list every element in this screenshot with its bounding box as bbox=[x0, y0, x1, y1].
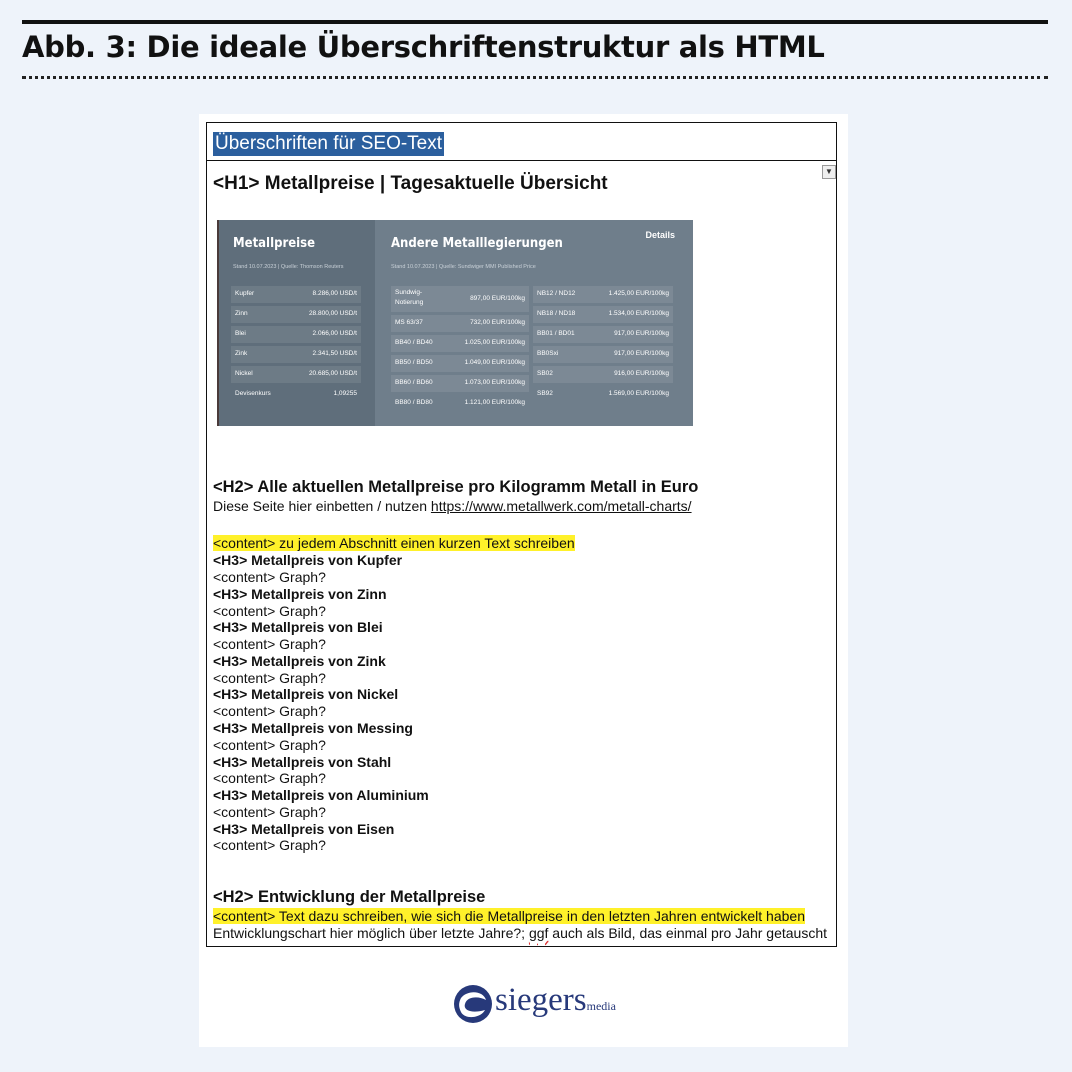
metal-row bbox=[231, 326, 361, 343]
embed-line bbox=[213, 498, 692, 514]
dev-line-part-c: auch als Bild, das einmal pro Jahr getauscht bbox=[548, 925, 828, 941]
panel-left-title: Metallpreise bbox=[233, 236, 316, 251]
alloy-row bbox=[391, 375, 529, 392]
metal-value: 8.286,00 USD/t bbox=[312, 290, 357, 297]
alloy-row bbox=[391, 395, 529, 412]
h3-heading: <H3> Metallpreis von Messing bbox=[213, 720, 413, 736]
top-rule bbox=[22, 20, 1048, 24]
alloy-row bbox=[533, 366, 673, 383]
alloy-name: BB40 / BD40 bbox=[395, 339, 433, 346]
h3-heading: <H3> Metallpreis von Zink bbox=[213, 653, 386, 669]
metal-value: 28.800,00 USD/t bbox=[308, 310, 357, 317]
spellcheck-word: ggf bbox=[528, 925, 549, 941]
alloy-row bbox=[533, 306, 673, 323]
alloy-value: 1.025,00 EUR/100kg bbox=[464, 339, 525, 346]
metal-value: 2.341,50 USD/t bbox=[312, 350, 357, 357]
metal-value: 2.066,00 USD/t bbox=[312, 330, 357, 337]
spreadsheet-cell-frame bbox=[206, 122, 837, 947]
content-placeholder: <content> Graph? bbox=[213, 636, 326, 652]
logo-wordmark bbox=[495, 982, 616, 1019]
metal-row bbox=[231, 306, 361, 323]
alloy-row bbox=[533, 386, 673, 403]
alloy-value: 1.534,00 EUR/100kg bbox=[608, 310, 669, 317]
alloy-name: NB18 / ND18 bbox=[537, 310, 576, 317]
alloy-value: 897,00 EUR/100kg bbox=[470, 295, 525, 302]
dropdown-arrow-icon[interactable]: ▼ bbox=[822, 165, 836, 179]
figure-title: Abb. 3: Die ideale Überschriftenstruktur als HTML bbox=[22, 30, 825, 64]
alloy-row bbox=[533, 286, 673, 303]
panel-right-subtitle: Stand 10.07.2023 | Quelle: Sundwiger MMI Published Price bbox=[391, 264, 536, 270]
alloy-value: 1.049,00 EUR/100kg bbox=[464, 359, 525, 366]
metal-name: Devisenkurs bbox=[235, 390, 271, 397]
content-placeholder: <content> Graph? bbox=[213, 703, 326, 719]
alloy-value: 1.569,00 EUR/100kg bbox=[608, 390, 669, 397]
alloy-row bbox=[391, 335, 529, 352]
h3-heading: <H3> Metallpreis von Kupfer bbox=[213, 552, 403, 568]
dev-line-part-a: Entwicklungschart hier möglich über letzte Jahre?; bbox=[213, 925, 529, 941]
highlighted-note: <content> zu jedem Abschnitt einen kurzen Text schreiben bbox=[213, 535, 575, 551]
metal-row bbox=[231, 286, 361, 303]
metal-row bbox=[231, 386, 361, 403]
alloy-name: BB01 / BD01 bbox=[537, 330, 575, 337]
h2-heading-prices: <H2> Alle aktuellen Metallpreise pro Kilogramm Metall in Euro bbox=[213, 478, 699, 496]
content-placeholder: <content> Graph? bbox=[213, 737, 326, 753]
alloy-value: 1.073,00 EUR/100kg bbox=[464, 379, 525, 386]
metal-value: 1,09255 bbox=[333, 390, 357, 397]
h3-heading: <H3> Metallpreis von Blei bbox=[213, 619, 383, 635]
alloy-value: 1.425,00 EUR/100kg bbox=[608, 290, 669, 297]
alloy-name: MS 63/37 bbox=[395, 319, 423, 326]
h3-heading: <H3> Metallpreis von Zinn bbox=[213, 586, 387, 602]
alloy-row bbox=[391, 286, 529, 312]
embed-prefix: Diese Seite hier einbetten / nutzen bbox=[213, 498, 431, 514]
content-placeholder: <content> Graph? bbox=[213, 837, 326, 853]
alloy-name: SB92 bbox=[537, 390, 553, 397]
alloy-value: 917,00 EUR/100kg bbox=[614, 330, 669, 337]
alloy-name: SB02 bbox=[537, 370, 553, 377]
siegers-media-logo bbox=[453, 984, 633, 1024]
dev-chart-line bbox=[213, 925, 827, 941]
metal-prices-screenshot bbox=[217, 220, 693, 426]
details-link[interactable]: Details bbox=[645, 230, 675, 240]
alloy-row bbox=[391, 355, 529, 372]
metal-name: Nickel bbox=[235, 370, 253, 377]
h1-heading: <H1> Metallpreise | Tagesaktuelle Übersicht bbox=[213, 173, 608, 194]
alloy-row bbox=[533, 346, 673, 363]
panel-right-title: Andere Metalllegierungen bbox=[391, 236, 563, 251]
alloy-name: BB80 / BD80 bbox=[395, 399, 433, 406]
metal-name: Blei bbox=[235, 330, 246, 337]
highlighted-dev-note: <content> Text dazu schreiben, wie sich die Metallpreise in den letzten Jahren entwickelt haben bbox=[213, 908, 805, 924]
alloy-name-line2: Notierung bbox=[395, 299, 424, 306]
content-placeholder: <content> Graph? bbox=[213, 603, 326, 619]
content-note bbox=[213, 535, 575, 551]
h3-heading: <H3> Metallpreis von Aluminium bbox=[213, 787, 429, 803]
alloy-name: BB50 / BD50 bbox=[395, 359, 433, 366]
siegers-logo-icon bbox=[453, 984, 493, 1024]
alloy-value: 1.121,00 EUR/100kg bbox=[464, 399, 525, 406]
panel-left-subtitle: Stand 10.07.2023 | Quelle: Thomson Reuters bbox=[233, 264, 344, 270]
metal-row bbox=[231, 366, 361, 383]
alloy-value: 916,00 EUR/100kg bbox=[614, 370, 669, 377]
metal-name: Zink bbox=[235, 350, 248, 357]
alloy-name: BB60 / BD60 bbox=[395, 379, 433, 386]
metal-row bbox=[231, 346, 361, 363]
metal-name: Zinn bbox=[235, 310, 248, 317]
h3-heading: <H3> Metallpreis von Nickel bbox=[213, 686, 399, 702]
dotted-rule bbox=[22, 76, 1048, 79]
alloy-name: BB0Sxi bbox=[537, 350, 559, 357]
alloy-row bbox=[391, 315, 529, 332]
content-placeholder: <content> Graph? bbox=[213, 804, 326, 820]
selected-title-text: Überschriften für SEO-Text bbox=[215, 133, 443, 154]
content-placeholder: <content> Graph? bbox=[213, 770, 326, 786]
alloy-value: 917,00 EUR/100kg bbox=[614, 350, 669, 357]
logo-sub: media bbox=[586, 999, 616, 1013]
logo-brand: siegers bbox=[495, 982, 587, 1018]
alloy-row bbox=[533, 326, 673, 343]
metal-name: Kupfer bbox=[235, 290, 255, 297]
h3-heading: <H3> Metallpreis von Eisen bbox=[213, 821, 395, 837]
metal-value: 20.685,00 USD/t bbox=[308, 370, 357, 377]
h2-heading-development: <H2> Entwicklung der Metallpreise bbox=[213, 888, 486, 906]
content-placeholder: <content> Graph? bbox=[213, 569, 326, 585]
dev-note bbox=[213, 908, 805, 924]
content-placeholder: <content> Graph? bbox=[213, 670, 326, 686]
alloy-name: Sundwig- bbox=[395, 289, 423, 296]
alloy-name: NB12 / ND12 bbox=[537, 290, 576, 297]
title-cell-row[interactable] bbox=[207, 123, 836, 161]
metallwerk-link[interactable]: https://www.metallwerk.com/metall-charts/ bbox=[430, 498, 692, 514]
alloy-value: 732,00 EUR/100kg bbox=[470, 319, 525, 326]
h3-heading: <H3> Metallpreis von Stahl bbox=[213, 754, 392, 770]
